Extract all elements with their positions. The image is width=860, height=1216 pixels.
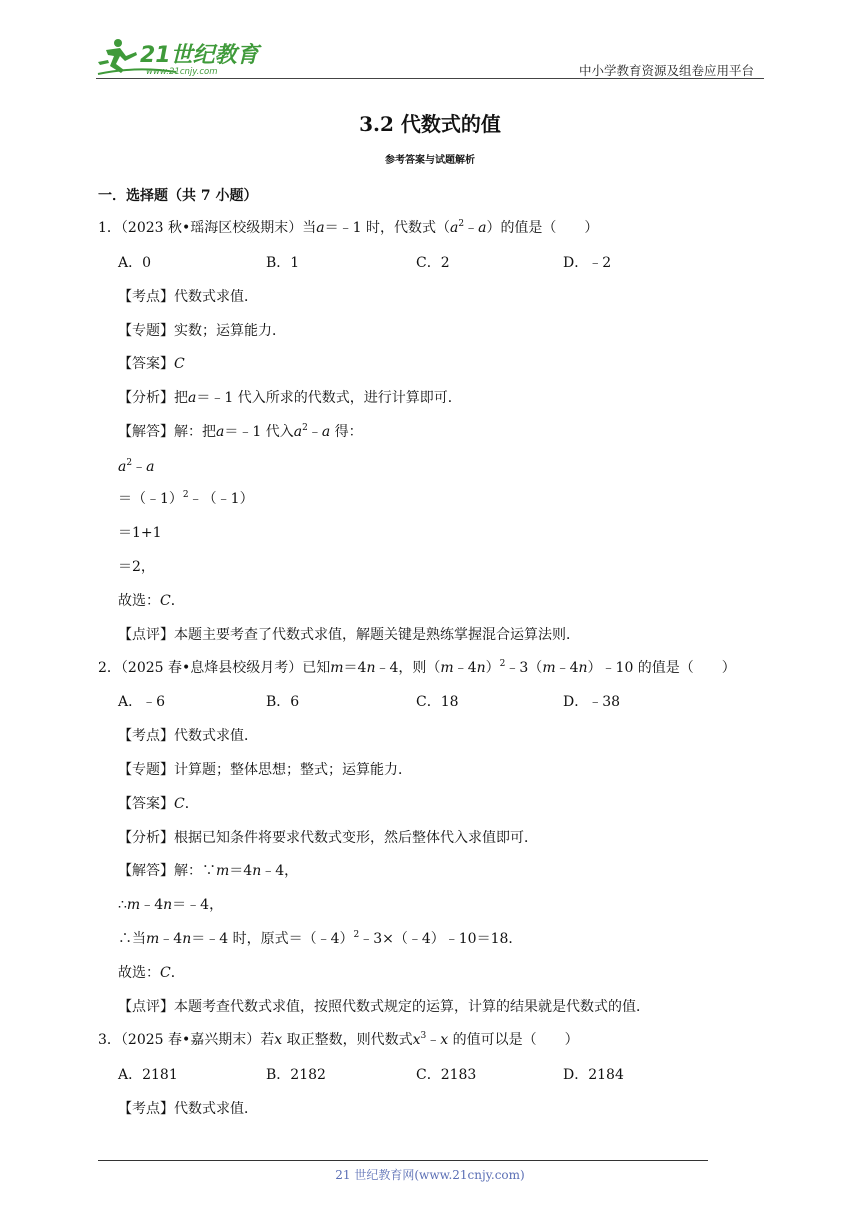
q2-guxuan: 故选：C． <box>118 965 185 981</box>
q2-zhuanti: 【专题】计算题；整体思想；整式；运算能力． <box>118 762 412 778</box>
q1-step-1: $a^2﹣a$ <box>118 458 155 475</box>
page-subtitle: 参考答案与试题解析 <box>385 155 475 166</box>
footer-divider <box>98 1160 708 1161</box>
question-1: 1．（2023 秋•瑶海区校级期末）当a＝﹣1 时，代数式$(a^2﹣a)$的值是（ ） <box>98 219 599 236</box>
q1-fenxi: 【分析】把a＝﹣1 代入所求的代数式，进行计算即可． <box>118 390 462 406</box>
q2-answer: 【答案】C． <box>118 796 199 812</box>
page-title: 3.2 代数式的值 <box>359 112 501 136</box>
q3-option-d: D．2184 <box>563 1067 624 1083</box>
q3-option-c: C．2183 <box>416 1067 477 1083</box>
q3-option-a: A．2181 <box>118 1067 178 1083</box>
q1-zhuanti: 【专题】实数；运算能力． <box>118 323 286 339</box>
q2-kaodian: 【考点】代数式求值． <box>118 728 258 744</box>
q3-kaodian: 【考点】代数式求值． <box>118 1101 258 1117</box>
site-logo <box>96 36 266 78</box>
footer-link[interactable]: 21 世纪教育网(www.21cnjy.com) <box>335 1168 525 1182</box>
q2-option-b: B．6 <box>266 694 300 710</box>
q2-fenxi: 【分析】根据已知条件将要求代数式变形，然后整体代入求值即可． <box>118 830 538 846</box>
q2-step-1: ∴m﹣4n＝﹣4， <box>118 897 224 913</box>
q1-step-4: ＝2， <box>118 559 155 575</box>
q1-option-d: D．﹣2 <box>563 255 612 271</box>
q2-jieda: 【解答】解：∵m＝4n﹣4， <box>118 863 299 879</box>
q1-kaodian: 【考点】代数式求值． <box>118 289 258 305</box>
q1-answer: 【答案】C <box>118 356 185 372</box>
question-3: 3．（2025 春•嘉兴期末）若x 取正整数，则代数式$x^3﹣x$ 的值可以是（ ） <box>98 1031 579 1048</box>
q2-option-a: A．﹣6 <box>118 694 166 710</box>
q1-option-a: A．0 <box>118 255 152 271</box>
logo-text: 21世纪教育 <box>140 43 259 68</box>
q1-option-c: C．2 <box>416 255 450 271</box>
q2-step-2: ∴当m﹣4n＝﹣4 时，原式＝（﹣4）$^2$﹣3×（﹣4）﹣10＝18． <box>118 930 523 947</box>
logo-url: www.21cnjy.com <box>146 67 218 77</box>
q2-dianping: 【点评】本题考查代数式求值，按照代数式规定的运算，计算的结果就是代数式的值． <box>118 999 650 1015</box>
header-platform-name: 中小学教育资源及组卷应用平台 <box>578 63 754 78</box>
q1-step-3: ＝1+1 <box>118 525 162 541</box>
q1-guxuan: 故选：C． <box>118 593 185 609</box>
q2-option-c: C．18 <box>416 694 459 710</box>
q1-dianping: 【点评】本题主要考查了代数式求值，解题关键是熟练掌握混合运算法则． <box>118 627 580 643</box>
header-divider <box>96 78 764 79</box>
section-heading: 一．选择题（共 7 小题） <box>98 188 258 204</box>
q2-option-d: D．﹣38 <box>563 694 621 710</box>
q1-option-b: B．1 <box>266 255 300 271</box>
q3-option-b: B．2182 <box>266 1067 326 1083</box>
question-2: 2．（2025 春•息烽县校级月考）已知m＝4n﹣4，则（m﹣4n）$^2$﹣3（m﹣4n）﹣10 的值是（ ） <box>98 659 736 676</box>
q1-step-2: ＝（﹣1）$^2$﹣（﹣1） <box>118 490 254 507</box>
q1-jieda: 【解答】解：把a＝﹣1 代入$a^2﹣a$ 得： <box>118 423 363 440</box>
